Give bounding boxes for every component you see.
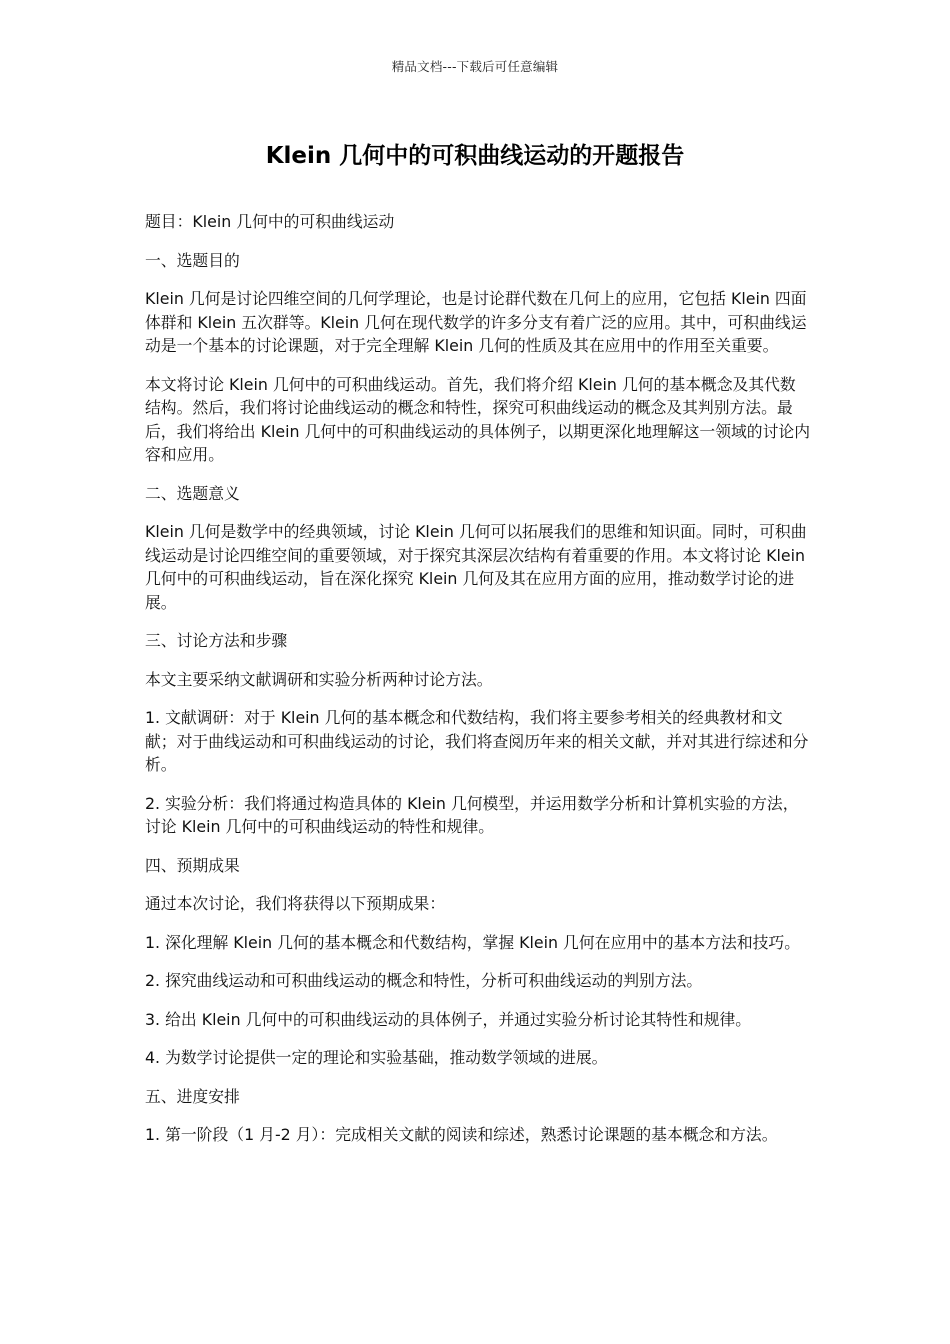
list-item: 1. 第一阶段（1 月-2 月）：完成相关文献的阅读和综述，熟悉讨论课题的基本概念和方法。 <box>145 1125 778 1144</box>
paragraph: 通过本次讨论，我们将获得以下预期成果： <box>145 894 446 913</box>
list-item: 3. 给出 Klein 几何中的可积曲线运动的具体例子，并通过实验分析讨论其特性和规律。 <box>145 1009 752 1029</box>
section-heading-significance: 二、选题意义 <box>145 483 240 503</box>
document-title: Klein 几何中的可积曲线运动的开题报告 <box>265 143 685 169</box>
list-item: 2. 探究曲线运动和可积曲线运动的概念和特性，分析可积曲线运动的判别方法。 <box>145 971 703 990</box>
section-heading-schedule: 五、进度安排 <box>145 1086 240 1106</box>
paragraph: Klein 几何是数学中的经典领域，讨论 Klein 几何可以拓展我们的思维和知识面。同时，可积曲线运动是讨论四维空间的重要领域，对于探究其深层次结构有着重要的作用。本文将讨论 Klein 几何中的可积曲线运动，旨在深化探究 Klein 几何及其在应用方面的应用，推动数学讨论的进展。 <box>145 522 807 612</box>
list-item: 4. 为数学讨论提供一定的理论和实验基础，推动数学领域的进展。 <box>145 1048 608 1067</box>
list-item: 1. 深化理解 Klein 几何的基本概念和代数结构，掌握 Klein 几何在应用中的基本方法和技巧。 <box>145 932 801 952</box>
section-heading-outcomes: 四、预期成果 <box>145 855 240 875</box>
paragraph: 本文主要采纳文献调研和实验分析两种讨论方法。 <box>145 669 493 689</box>
document-body <box>145 210 811 1162</box>
list-item: 2. 实验分析：我们将通过构造具体的 Klein 几何模型，并运用数学分析和计算机实验的方法，讨论 Klein 几何中的可积曲线运动的特性和规律。 <box>145 793 799 836</box>
paragraph: Klein 几何是讨论四维空间的几何学理论，也是讨论群代数在几何上的应用，它包括 Klein 四面体群和 Klein 五次群等。Klein 几何在现代数学的许多分支有着广泛的应用。其中，可积曲线运动是一个基本的讨论课题，对于完全理解 Klein 几何的性质及其在应用中的作用至关重要。 <box>145 289 807 355</box>
paragraph: 本文将讨论 Klein 几何中的可积曲线运动。首先，我们将介绍 Klein 几何的基本概念及其代数结构。然后，我们将讨论曲线运动的概念和特性，探究可积曲线运动的概念及其判别方法。最后，我们将给出 Klein 几何中的可积曲线运动的具体例子，以期更深化地理解这一领域的讨论内容和应用。 <box>145 374 810 464</box>
section-heading-purpose: 一、选题目的 <box>145 250 240 270</box>
header-note: 精品文档---下载后可任意编辑 <box>391 59 559 74</box>
topic-line: 题目：Klein 几何中的可积曲线运动 <box>145 212 395 231</box>
section-heading-methods: 三、讨论方法和步骤 <box>145 631 288 650</box>
list-item: 1. 文献调研：对于 Klein 几何的基本概念和代数结构，我们将主要参考相关的经典教材和文献；对于曲线运动和可积曲线运动的讨论，我们将查阅历年来的相关文献，并对其进行综述和分析。 <box>145 708 809 774</box>
